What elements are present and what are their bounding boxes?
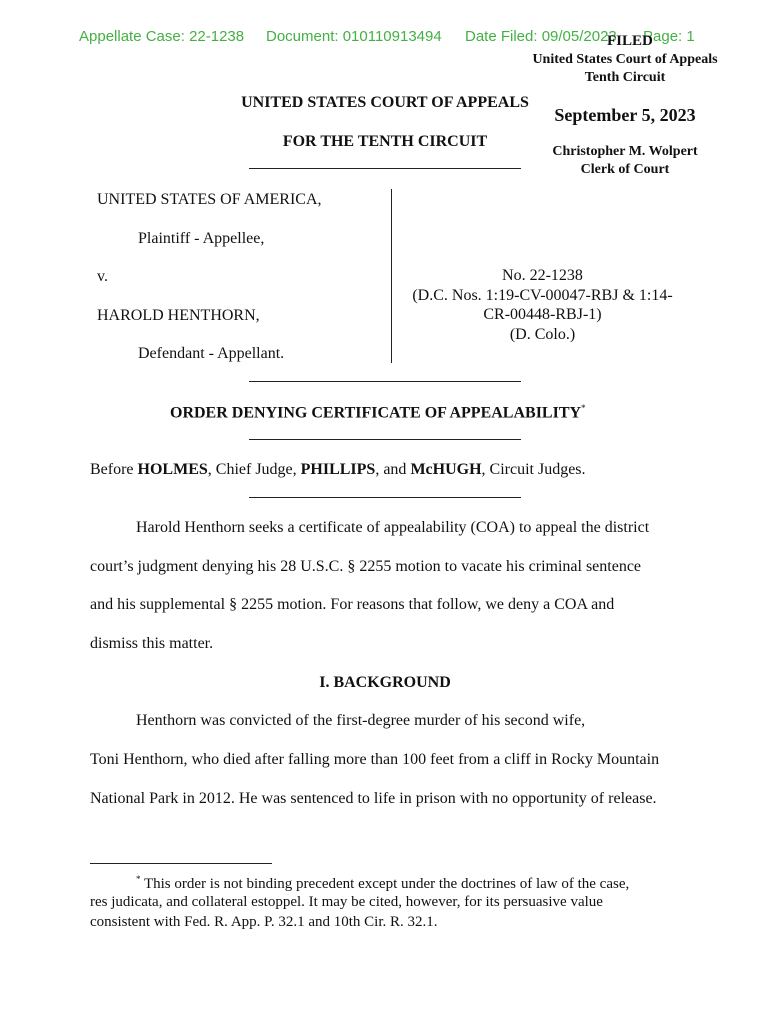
footnote-line — [136, 874, 629, 893]
header-date-filed: Date Filed: 09/05/2023 — [465, 28, 617, 45]
header-page-number: Page: 1 — [643, 28, 695, 45]
plaintiff-name: UNITED STATES OF AMERICA, — [97, 191, 322, 208]
judge-holmes-title: , Chief Judge, — [207, 461, 301, 478]
filed-date: September 5, 2023 — [554, 105, 696, 125]
judge-mchugh: McHUGH — [410, 461, 482, 478]
panel-line — [90, 461, 586, 479]
body-line: and his supplemental § 2255 motion. For reasons that follow, we deny a COA and — [90, 596, 615, 613]
plaintiff-role: Plaintiff - Appellee, — [138, 230, 265, 247]
divider-rule — [249, 497, 521, 498]
body-line: dismiss this matter. — [90, 635, 214, 652]
district-court-numbers: (D.C. Nos. 1:19-CV-00047-RBJ & 1:14- — [412, 287, 673, 304]
court-name-line2: FOR THE TENTH CIRCUIT — [282, 133, 488, 150]
panel-conjunction: , and — [375, 461, 411, 478]
footnote-reference: * — [581, 403, 586, 413]
judge-phillips: PHILLIPS — [300, 461, 376, 478]
footnote-text: This order is not binding precedent except under the doctrines of law of the case, — [140, 876, 630, 892]
filed-label: FILED — [607, 33, 653, 49]
filed-court-line1: United States Court of Appeals — [532, 52, 718, 67]
caption-vertical-rule — [391, 189, 392, 363]
body-line: Toni Henthorn, who died after falling more than 100 feet from a cliff in Rocky Mountain — [90, 751, 660, 768]
versus: v. — [97, 268, 108, 285]
divider-rule — [249, 381, 521, 382]
header-document-number: Document: 010110913494 — [266, 28, 442, 45]
order-title-text: ORDER DENYING CERTIFICATE OF APPEALABILITY — [170, 404, 582, 422]
footnote-line: consistent with Fed. R. App. P. 32.1 and 10th Cir. R. 32.1. — [90, 914, 438, 930]
body-line: Henthorn was convicted of the first-degree murder of his second wife, — [136, 712, 586, 729]
case-number: No. 22-1238 — [502, 267, 583, 284]
district-court: (D. Colo.) — [509, 326, 576, 343]
defendant-role: Defendant - Appellant. — [138, 345, 285, 362]
footnote-mark: * — [136, 874, 141, 884]
judge-holmes: HOLMES — [137, 461, 208, 478]
divider-rule — [249, 168, 521, 169]
body-line: court’s judgment denying his 28 U.S.C. § 2255 motion to vacate his criminal sentence — [90, 558, 642, 575]
clerk-name: Christopher M. Wolpert — [552, 144, 698, 159]
panel-suffix: , Circuit Judges. — [481, 461, 586, 478]
body-line: National Park in 2012. He was sentenced to life in prison with no opportunity of release. — [90, 790, 657, 807]
court-name-line1: UNITED STATES COURT OF APPEALS — [241, 94, 529, 111]
footnote-line: res judicata, and collateral estoppel. It may be cited, however, for its persuasive value — [90, 894, 603, 910]
divider-rule — [249, 439, 521, 440]
order-title — [170, 403, 586, 422]
section-heading: I. BACKGROUND — [319, 674, 451, 691]
district-court-numbers-cont: CR-00448-RBJ-1) — [483, 306, 602, 323]
panel-prefix: Before — [90, 461, 138, 478]
header-case-number: Appellate Case: 22-1238 — [79, 28, 245, 45]
filed-court-line2: Tenth Circuit — [584, 70, 666, 85]
defendant-name: HAROLD HENTHORN, — [97, 307, 260, 324]
clerk-title: Clerk of Court — [580, 162, 670, 177]
body-line: Harold Henthorn seeks a certificate of appealability (COA) to appeal the district — [136, 519, 650, 536]
footnote-rule — [90, 863, 272, 864]
